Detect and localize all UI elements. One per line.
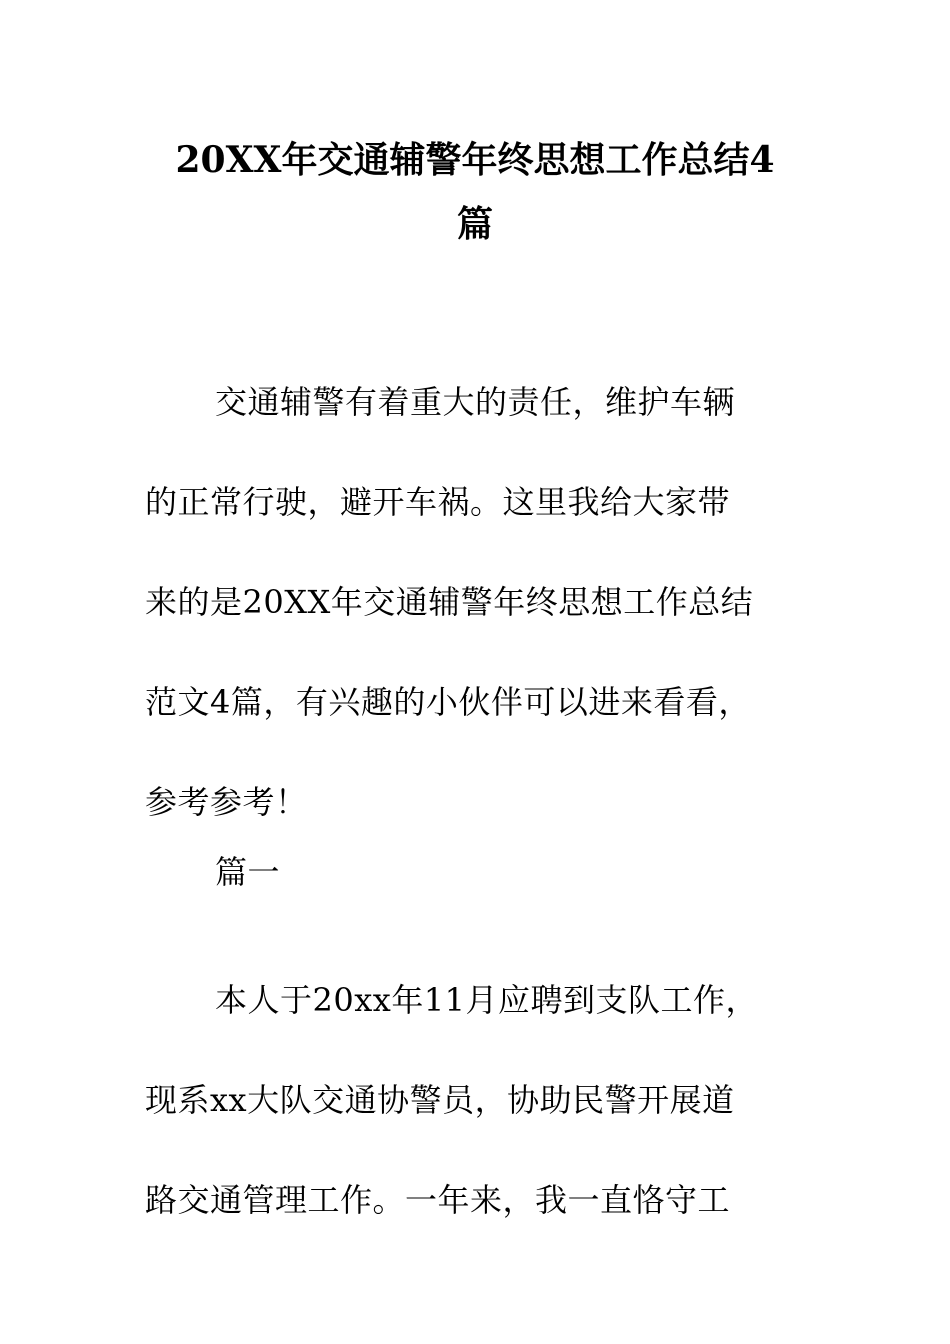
paragraph-line: 范文4篇，有兴趣的小伙伴可以进来看看， [145,683,751,721]
section-heading: 篇一 [215,853,281,891]
paragraph-line: 的正常行驶，避开车祸。这里我给大家带 [145,483,731,521]
paragraph-line: 交通辅警有着重大的责任，维护车辆 [215,383,736,421]
paragraph-line: 本人于20xx年11月应聘到支队工作， [215,981,759,1019]
paragraph-line: 路交通管理工作。一年来，我一直恪守工 [145,1181,731,1219]
document-title [145,128,805,256]
title-line-2: 篇 [456,203,493,245]
paragraph-line: 参考参考！ [145,783,308,821]
paragraph-line: 来的是20XX年交通辅警年终思想工作总结 [145,583,754,621]
title-line-1: 20XX年交通辅警年终思想工作总结4 [175,139,775,181]
paragraph-line: 现系xx大队交通协警员，协助民警开展道 [145,1081,735,1119]
